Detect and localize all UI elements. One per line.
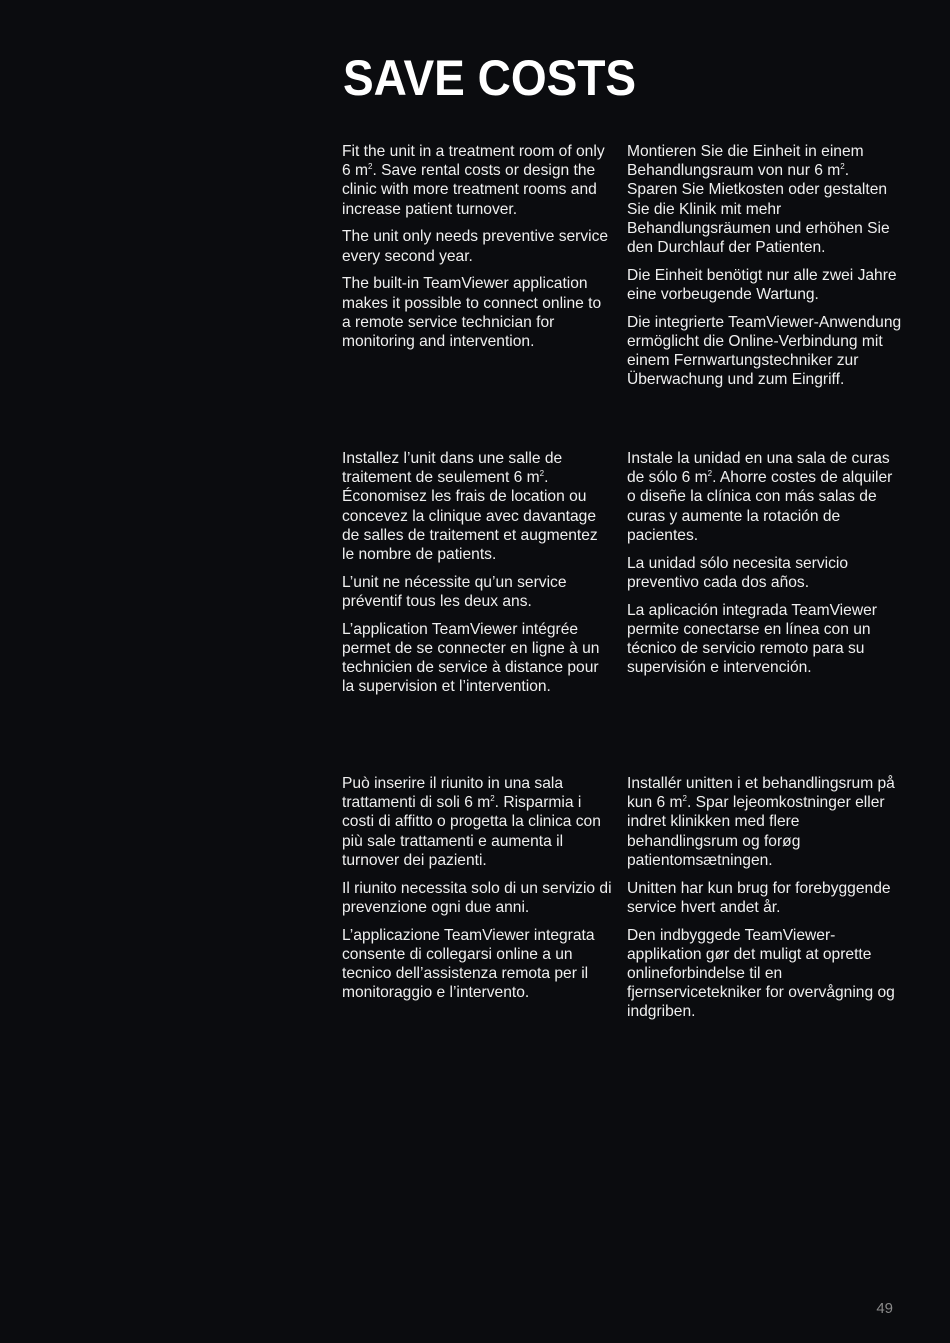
- english-p1-text-cont: . Save rental costs or design the clinic with more treatment rooms and increase patient turnover.: [342, 162, 597, 218]
- italian-p1-text-cont: . Risparmia i costi di affitto o progetta la clinica con più sale trattamenti e aumenta il turnover dei pazienti.: [342, 794, 601, 869]
- french-paragraph-2: L’unit ne nécessite qu’un service préventif tous les deux ans.: [342, 573, 567, 611]
- danish-p1-text: Installér unitten i et behandlingsrum på kun 6 m: [627, 775, 895, 812]
- german-paragraph-2: Die Einheit benötigt nur alle zwei Jahre eine vorbeugende Wartung.: [627, 266, 897, 304]
- french-paragraph-1: [342, 449, 614, 564]
- english-paragraph-3: The built-in TeamViewer application makes it possible to connect online to a remote service technician for monitoring and intervention.: [342, 275, 602, 351]
- german-paragraph-3: Die integrierte TeamViewer-Anwendung ermöglicht die Online-Verbindung mit einem Fernwartungstechniker zur Überwachung und zum Eingriff.: [627, 313, 902, 389]
- italian-paragraph-1: [342, 774, 614, 870]
- spanish-paragraph-1: [627, 449, 902, 545]
- italian-p1-text: Può inserire il riunito in una sala trattamenti di soli 6 m: [342, 775, 564, 812]
- danish-text-block: [627, 774, 902, 1030]
- spanish-text-block: [627, 449, 902, 686]
- italian-text-block: [342, 774, 614, 1011]
- german-p1-text-cont: . Sparen Sie Mietkosten oder gestalten Sie die Klinik mit mehr Behandlungsräumen und erhöhen Sie den Durchlauf der Patienten.: [627, 162, 890, 257]
- spanish-p1-text: Instale la unidad en una sala de curas de sólo 6 m: [627, 450, 890, 487]
- page-number: 49: [876, 1300, 893, 1317]
- french-p1-text-cont: . Économisez les frais de location ou concevez la clinique avec davantage de salles de traitement et augmentez le nombre de patients.: [342, 469, 598, 564]
- superscript-2: 2: [539, 469, 545, 479]
- english-p1-text: Fit the unit in a treatment room of only 6 m: [342, 143, 605, 180]
- spanish-paragraph-2: La unidad sólo necesita servicio preventivo cada dos años.: [627, 554, 849, 591]
- english-paragraph-1: [342, 142, 614, 219]
- french-p1-text: Installez l’unit dans une salle de traitement de seulement 6 m: [342, 450, 563, 487]
- page-title: SAVE COSTS: [343, 50, 637, 106]
- italian-paragraph-2: Il riunito necessita solo di un servizio di prevenzione ogni due anni.: [342, 879, 612, 916]
- english-text-block: [342, 142, 614, 360]
- superscript-2: 2: [682, 794, 687, 804]
- superscript-2: 2: [707, 469, 713, 479]
- german-paragraph-1: [627, 142, 902, 257]
- german-text-block: [627, 142, 902, 398]
- superscript-2: 2: [368, 162, 373, 172]
- french-text-block: [342, 449, 614, 705]
- spanish-paragraph-3: La aplicación integrada TeamViewer permite conectarse en línea con un técnico de servicio remoto para su supervisión e intervención.: [627, 601, 877, 677]
- danish-p1-text-cont: . Spar lejeomkostninger eller indret klinikken med flere behandlingsrum og forøg patientomsætningen.: [627, 794, 885, 869]
- danish-paragraph-3: Den indbyggede TeamViewer-applikation gør det muligt at oprette onlineforbindelse til en fjernservicetekniker for overvågning og indgriben.: [627, 926, 895, 1021]
- italian-paragraph-3: L’applicazione TeamViewer integrata consente di collegarsi online a un tecnico dell’assistenza remota per il monitoraggio e l’intervento.: [342, 926, 595, 1002]
- danish-paragraph-1: [627, 774, 902, 870]
- french-paragraph-3: L’application TeamViewer intégrée permet de se connecter en ligne à un technicien de service à distance pour la supervision et l’intervention.: [342, 620, 600, 696]
- superscript-2: 2: [490, 794, 495, 804]
- spanish-p1-text-cont: . Ahorre costes de alquiler o diseñe la clínica con más salas de curas y aumente la rotación de pacientes.: [627, 469, 893, 544]
- german-p1-text: Montieren Sie die Einheit in einem Behandlungsraum von nur 6 m: [627, 143, 864, 180]
- english-paragraph-2: The unit only needs preventive service every second year.: [342, 228, 609, 265]
- superscript-2: 2: [840, 162, 845, 172]
- danish-paragraph-2: Unitten har kun brug for forebyggende service hvert andet år.: [627, 879, 891, 916]
